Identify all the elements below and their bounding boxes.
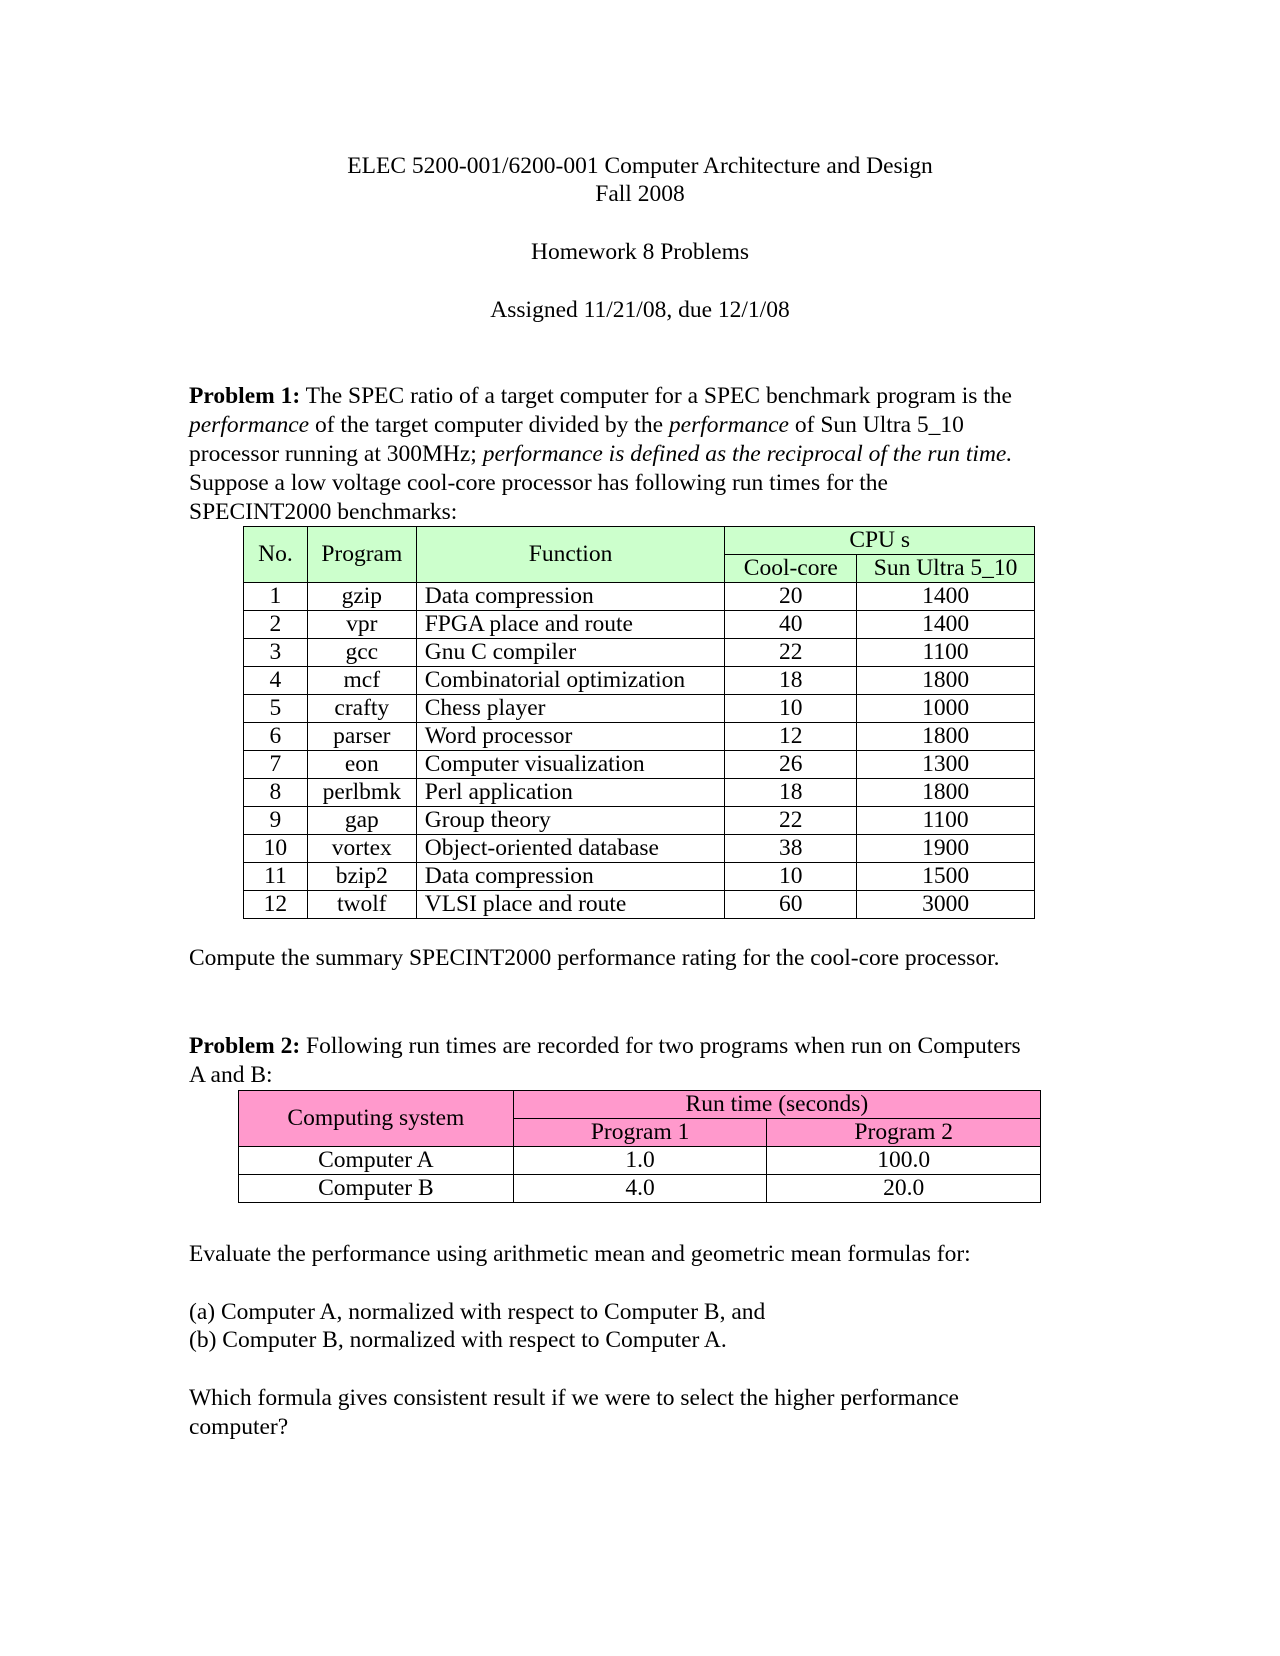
- cell-no: 2: [244, 611, 308, 639]
- header-sun-ultra: Sun Ultra 5_10: [857, 555, 1035, 583]
- cell-cool-core: 10: [725, 863, 857, 891]
- cell-sun-ultra: 1900: [857, 835, 1035, 863]
- problem2-evaluate: Evaluate the performance using arithmetic mean and geometric mean formulas for:: [189, 1241, 971, 1267]
- table-row: [239, 1147, 1041, 1175]
- table-row: [244, 583, 1035, 611]
- cell-program: gap: [307, 807, 416, 835]
- cell-function: FPGA place and route: [416, 611, 725, 639]
- problem2-question-line1: Which formula gives consistent result if we were to select the higher performance: [189, 1385, 959, 1411]
- header-no: No.: [244, 527, 308, 583]
- problem1-line2: performance of the target computer divided by the performance of Sun Ultra 5_10: [189, 412, 964, 438]
- problem2-question-line2: computer?: [189, 1414, 289, 1440]
- cell-sun-ultra: 1300: [857, 751, 1035, 779]
- cell-program: gzip: [307, 583, 416, 611]
- header-computing-system: Computing system: [239, 1091, 514, 1147]
- cell-sun-ultra: 1000: [857, 695, 1035, 723]
- header-cool-core: Cool-core: [725, 555, 857, 583]
- cell-program2: 20.0: [767, 1175, 1041, 1203]
- cell-program1: 4.0: [513, 1175, 767, 1203]
- cell-function: Chess player: [416, 695, 725, 723]
- header-program2: Program 2: [767, 1119, 1041, 1147]
- cell-cool-core: 38: [725, 835, 857, 863]
- table-row: [244, 639, 1035, 667]
- table-row: [244, 667, 1035, 695]
- cell-sun-ultra: 1400: [857, 611, 1035, 639]
- cell-function: Object-oriented database: [416, 835, 725, 863]
- cell-no: 9: [244, 807, 308, 835]
- problem2-text: [189, 1032, 1149, 1090]
- cell-no: 7: [244, 751, 308, 779]
- header-program1: Program 1: [513, 1119, 767, 1147]
- cell-sun-ultra: 1400: [857, 583, 1035, 611]
- problem1-label: Problem 1:: [189, 383, 301, 409]
- cell-cool-core: 12: [725, 723, 857, 751]
- cell-program: crafty: [307, 695, 416, 723]
- cell-program: vortex: [307, 835, 416, 863]
- cell-system: Computer A: [239, 1147, 514, 1175]
- cell-function: Word processor: [416, 723, 725, 751]
- cell-function: Perl application: [416, 779, 725, 807]
- cell-cool-core: 60: [725, 891, 857, 919]
- homework-title: Homework 8 Problems: [530, 239, 749, 265]
- cell-function: Group theory: [416, 807, 725, 835]
- cell-no: 8: [244, 779, 308, 807]
- cell-function: Data compression: [416, 583, 725, 611]
- cell-program: parser: [307, 723, 416, 751]
- cell-program: vpr: [307, 611, 416, 639]
- table-row: [239, 1175, 1041, 1203]
- cell-sun-ultra: 3000: [857, 891, 1035, 919]
- table-row: [244, 611, 1035, 639]
- cell-program1: 1.0: [513, 1147, 767, 1175]
- cell-sun-ultra: 1800: [857, 779, 1035, 807]
- header-program: Program: [307, 527, 416, 583]
- cell-function: Data compression: [416, 863, 725, 891]
- problem1-line5: SPECINT2000 benchmarks:: [189, 499, 458, 525]
- cell-program: twolf: [307, 891, 416, 919]
- table-row: [244, 835, 1035, 863]
- cell-function: VLSI place and route: [416, 891, 725, 919]
- cell-program: mcf: [307, 667, 416, 695]
- cell-sun-ultra: 1500: [857, 863, 1035, 891]
- cell-cool-core: 22: [725, 807, 857, 835]
- cell-no: 12: [244, 891, 308, 919]
- run-time-table: [238, 1090, 1041, 1203]
- cell-function: Computer visualization: [416, 751, 725, 779]
- spec-benchmark-table: [243, 526, 1035, 919]
- cell-cool-core: 26: [725, 751, 857, 779]
- cell-sun-ultra: 1800: [857, 667, 1035, 695]
- term: Fall 2008: [595, 181, 685, 207]
- table-row: [244, 723, 1035, 751]
- problem2-part-b: (b) Computer B, normalized with respect to Computer A.: [189, 1327, 727, 1353]
- cell-no: 4: [244, 667, 308, 695]
- header-function: Function: [416, 527, 725, 583]
- problem1-line4: Suppose a low voltage cool-core processor has following run times for the: [189, 470, 888, 496]
- cell-cool-core: 22: [725, 639, 857, 667]
- cell-sun-ultra: 1100: [857, 807, 1035, 835]
- problem2-label: Problem 2:: [189, 1033, 301, 1059]
- header-run-time: Run time (seconds): [513, 1091, 1040, 1119]
- cell-program: bzip2: [307, 863, 416, 891]
- cell-cool-core: 40: [725, 611, 857, 639]
- cell-sun-ultra: 1100: [857, 639, 1035, 667]
- assigned-dates: Assigned 11/21/08, due 12/1/08: [490, 297, 790, 323]
- problem1-text: [189, 382, 1089, 527]
- table-row: [244, 891, 1035, 919]
- cell-no: 6: [244, 723, 308, 751]
- cell-cool-core: 18: [725, 667, 857, 695]
- cell-program: gcc: [307, 639, 416, 667]
- problem2-line2: A and B:: [189, 1062, 273, 1088]
- cell-no: 3: [244, 639, 308, 667]
- problem1-question: Compute the summary SPECINT2000 performance rating for the cool-core processor.: [189, 945, 1000, 971]
- cell-cool-core: 10: [725, 695, 857, 723]
- cell-program2: 100.0: [767, 1147, 1041, 1175]
- cell-no: 10: [244, 835, 308, 863]
- cell-no: 5: [244, 695, 308, 723]
- cell-function: Combinatorial optimization: [416, 667, 725, 695]
- header-cpu-s: CPU s: [725, 527, 1035, 555]
- cell-cool-core: 18: [725, 779, 857, 807]
- cell-sun-ultra: 1800: [857, 723, 1035, 751]
- problem1-line3: processor running at 300MHz; performance is defined as the reciprocal of the run time.: [189, 441, 1013, 467]
- problem2-line1: Problem 2: Following run times are recorded for two programs when run on Computers: [189, 1033, 1021, 1059]
- table-row: [244, 807, 1035, 835]
- problem1-line1: Problem 1: The SPEC ratio of a target computer for a SPEC benchmark program is the: [189, 383, 1012, 409]
- cell-system: Computer B: [239, 1175, 514, 1203]
- course-title: ELEC 5200-001/6200-001 Computer Architecture and Design: [347, 153, 933, 179]
- cell-program: eon: [307, 751, 416, 779]
- problem2-part-a: (a) Computer A, normalized with respect to Computer B, and: [189, 1299, 766, 1325]
- table-row: [244, 751, 1035, 779]
- cell-cool-core: 20: [725, 583, 857, 611]
- table-row: [244, 779, 1035, 807]
- cell-no: 1: [244, 583, 308, 611]
- cell-program: perlbmk: [307, 779, 416, 807]
- table-row: [244, 863, 1035, 891]
- table-row: [244, 695, 1035, 723]
- cell-function: Gnu C compiler: [416, 639, 725, 667]
- cell-no: 11: [244, 863, 308, 891]
